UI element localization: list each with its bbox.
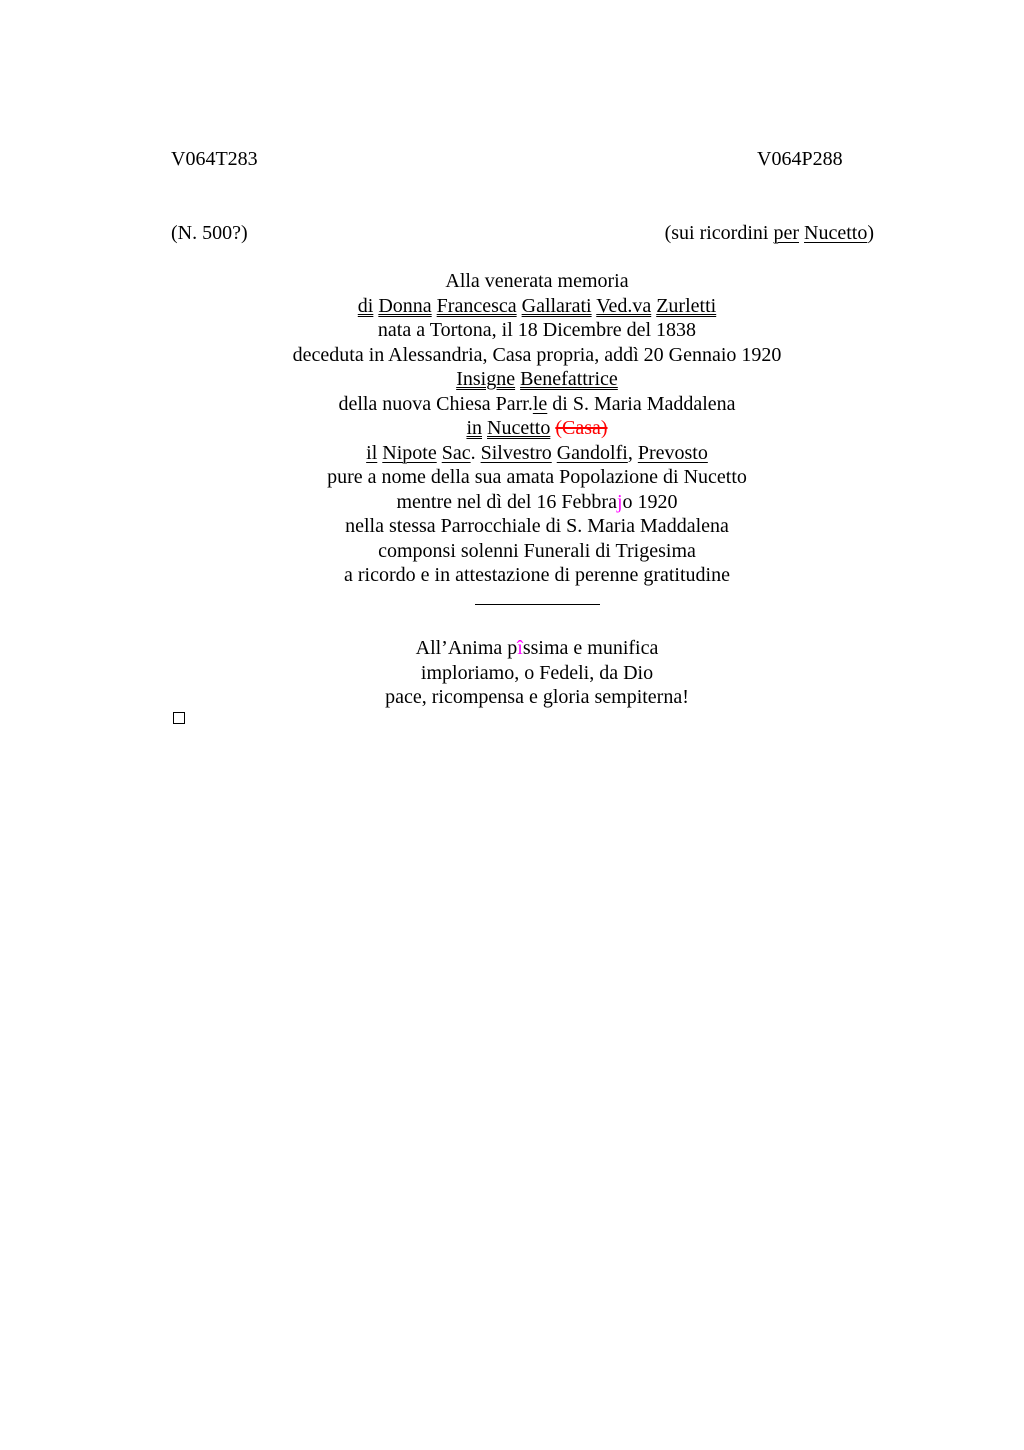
word-silvestro: Silvestro	[480, 441, 552, 464]
note-word-per: per	[773, 222, 800, 244]
memorial-line-5	[0, 367, 1024, 392]
inserted-letter-i: î	[517, 637, 523, 659]
memorial-line-7	[0, 416, 1024, 441]
deleted-casa: (Casa)	[555, 417, 608, 439]
word-gandolfi: Gandolfi	[556, 441, 628, 464]
document-code-right: V064P288	[757, 148, 843, 170]
note-text: sui ricordini	[671, 222, 774, 244]
word-sac: Sac	[441, 441, 471, 464]
memorial-line-1: Alla venerata memoria	[445, 270, 629, 292]
inserted-letter-j: j	[616, 490, 623, 513]
memorial-line-2	[0, 294, 1024, 319]
word-in: in	[466, 417, 483, 439]
line6-post: di S. Maria Maddalena	[547, 392, 736, 415]
word-le: le	[532, 392, 548, 415]
word-il: il	[366, 441, 378, 464]
word-francesca: Francesca	[436, 294, 517, 317]
note-open-paren: (	[664, 222, 672, 244]
sac-dot: .	[470, 441, 476, 464]
word-vedva: Ved.va	[596, 294, 652, 317]
word-gallarati: Gallarati	[521, 294, 592, 317]
memorial-line-11: nella stessa Parrocchiale di S. Maria Maddalena	[345, 515, 729, 537]
line6-pre: della nuova Chiesa Parr.	[338, 392, 533, 415]
document-code-left: V064T283	[171, 148, 258, 170]
memorial-line-6	[0, 392, 1024, 417]
note-number: (N. 500?)	[171, 222, 248, 244]
memorial-line-12: componsi solenni Funerali di Trigesima	[378, 539, 696, 562]
word-nipote: Nipote	[382, 441, 437, 464]
word-nucetto: Nucetto	[487, 417, 551, 439]
note-close-paren: )	[867, 222, 874, 244]
memorial-text	[0, 269, 1024, 588]
word-benefattrice: Benefattrice	[520, 368, 618, 390]
line10-post: o 1920	[622, 490, 678, 513]
line10-pre: mentre nel dì del 16 Febbra	[396, 490, 617, 513]
word-zurletti: Zurletti	[656, 294, 717, 317]
memorial-line-9: pure a nome della sua amata Popolazione di Nucetto	[327, 466, 747, 488]
end-marker-box	[173, 712, 185, 724]
prayer-line-1	[0, 636, 1024, 661]
memorial-line-13: a ricordo e in attestazione di perenne gratitudine	[344, 564, 730, 586]
word-insigne: Insigne	[456, 368, 516, 390]
memorial-line-4: deceduta in Alessandria, Casa propria, addì 20 Gennaio 1920	[292, 343, 782, 366]
separator-line	[475, 604, 600, 605]
separator-wrap	[0, 594, 1024, 605]
note-word-nucetto: Nucetto	[804, 222, 868, 244]
word-donna: Donna	[378, 294, 432, 317]
prayer1-pre: All’Anima p	[415, 637, 518, 659]
prayer1-post: ssima e munifica	[522, 637, 659, 659]
note-source	[665, 221, 874, 245]
memorial-line-10	[0, 490, 1024, 515]
memorial-line-3: nata a Tortona, il 18 Dicembre del 1838	[377, 319, 697, 341]
word-di: di	[357, 294, 374, 317]
gandolfi-comma: ,	[627, 441, 633, 464]
prayer-line-3: pace, ricompensa e gloria sempiterna!	[385, 686, 689, 708]
prayer-text	[0, 636, 1024, 710]
prayer-line-2: imploriamo, o Fedeli, da Dio	[420, 661, 654, 684]
memorial-line-8	[0, 441, 1024, 466]
word-prevosto: Prevosto	[637, 441, 708, 464]
